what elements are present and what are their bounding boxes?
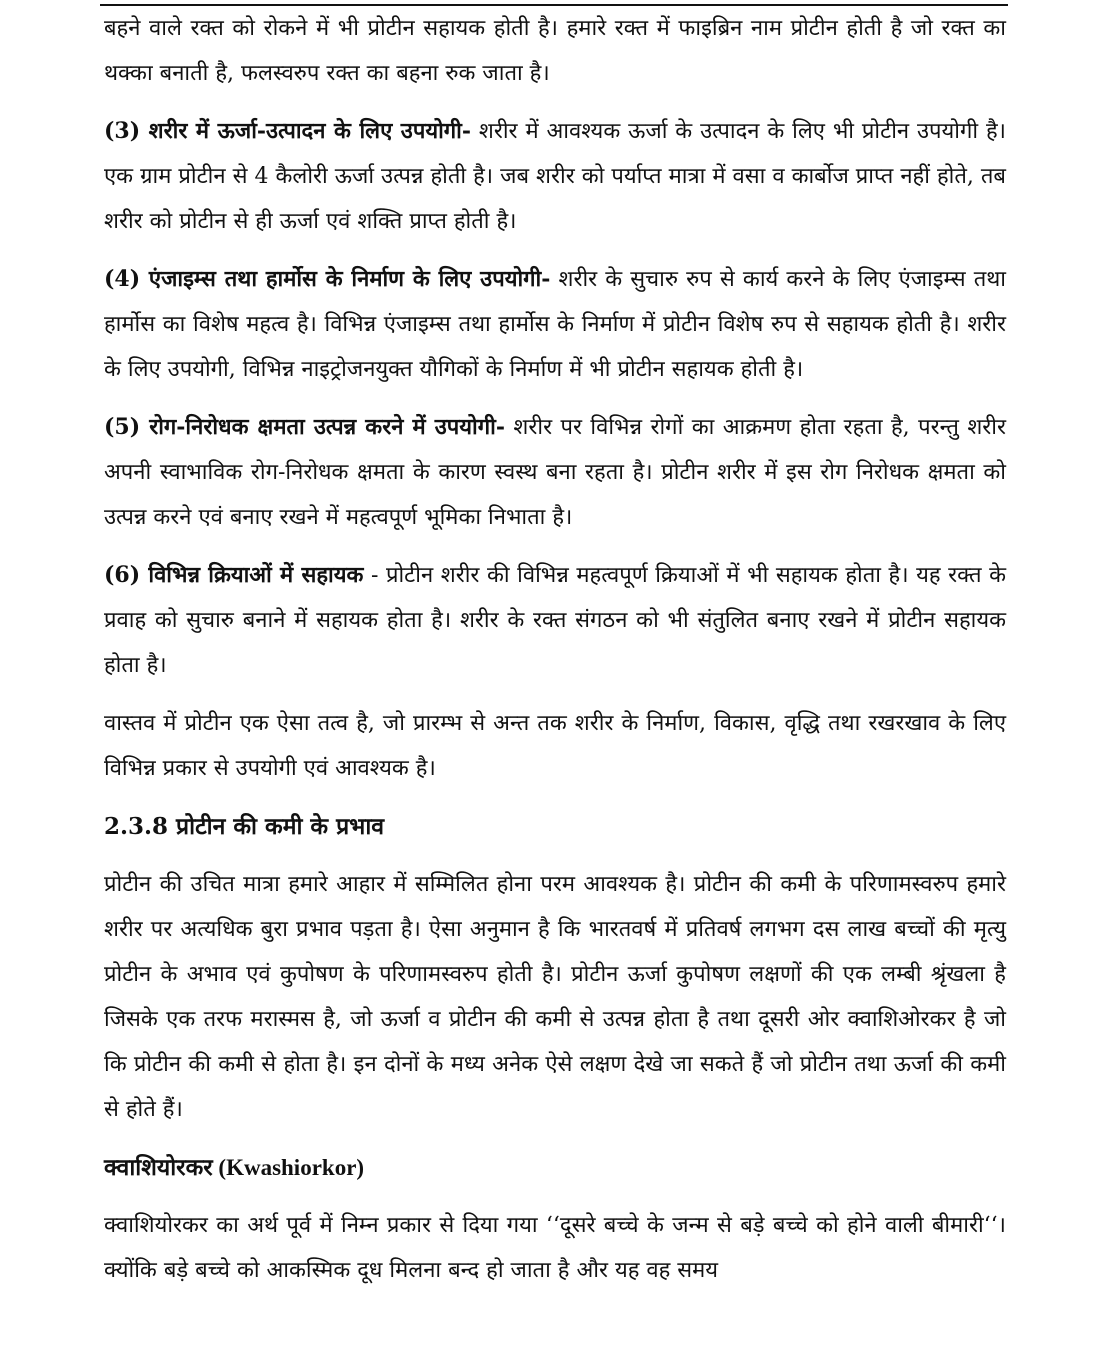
subsection-heading <box>104 1145 1006 1190</box>
paragraph-various-functions <box>104 553 1006 688</box>
paragraph-lead: (6) विभिन्न क्रियाओं में सहायक <box>104 562 364 588</box>
paragraph-protein-deficiency <box>104 862 1006 1132</box>
paragraph-enzymes-hormones <box>104 257 1006 392</box>
paragraph-text: शरीर के सुचारु रुप से कार्य करने के लिए एंजाइम्स तथा हार्मोस का विशेष महत्व है। विभिन्न एंजाइम्स तथा हार्मोस के निर्माण में प्रोटीन विशेष रुप से सहायक होती है। शरीर के लिए उपयोगी, विभिन्न नाइट्रोजनयुक्त यौगिकों के निर्माण में भी प्रोटीन सहायक होती है। <box>104 267 1007 382</box>
paragraph-text: शरीर में आवश्यक ऊर्जा के उत्पादन के लिए भी प्रोटीन उपयोगी है। एक ग्राम प्रोटीन से 4 कैलोरी ऊर्जा उत्पन्न होती है। जब शरीर को पर्याप्त मात्रा में वसा व कार्बोज प्राप्त नहीं होते, तब शरीर को प्रोटीन से ही ऊर्जा एवं शक्ति प्राप्त होती है। <box>104 119 1006 234</box>
paragraph-blood-clotting <box>104 6 1006 96</box>
paragraph-text: बहने वाले रक्त को रोकने में भी प्रोटीन सहायक होती है। हमारे रक्त में फाइब्रिन नाम प्रोटीन होती है जो रक्त का थक्का बनाती है, फलस्वरुप रक्त का बहना रुक जाता है। <box>104 16 1006 86</box>
paragraph-lead: (3) शरीर में ऊर्जा-उत्पादन के लिए उपयोगी- <box>104 118 472 144</box>
paragraph-text: क्वाशियोरकर का अर्थ पूर्व में निम्न प्रकार से दिया गया ‘‘दूसरे बच्चे के जन्म से बड़े बच्चे को होने वाली बीमारी‘‘। क्योंकि बड़े बच्चे को आकस्मिक दूध मिलना बन्द हो जाता है और यह वह समय <box>104 1213 1006 1283</box>
paragraph-text: वास्तव में प्रोटीन एक ऐसा तत्व है, जो प्रारम्भ से अन्त तक शरीर के निर्माण, विकास, वृद्धि तथा रखरखाव के लिए विभिन्न प्रकार से उपयोगी एवं आवश्यक है। <box>104 711 1006 781</box>
paragraph-immunity <box>104 405 1006 540</box>
document-page <box>104 6 1006 1306</box>
paragraph-text: - प्रोटीन शरीर की विभिन्न महत्वपूर्ण क्रियाओं में भी सहायक होता है। यह रक्त के प्रवाह को सुचारु बनाने में सहायक होता है। शरीर के रक्त संगठन को भी संतुलित बनाए रखने में प्रोटीन सहायक होता है। <box>104 563 1006 678</box>
subsection-heading-hindi: क्वाशियोरकर <box>104 1154 213 1181</box>
paragraph-summary <box>104 701 1006 791</box>
subsection-heading-english: (Kwashiorkor) <box>212 1155 365 1180</box>
paragraph-lead: (4) एंजाइम्स तथा हार्मोस के निर्माण के लिए उपयोगी- <box>104 266 551 292</box>
paragraph-lead: (5) रोग-निरोधक क्षमता उत्पन्न करने में उपयोगी- <box>104 414 505 440</box>
paragraph-kwashiorkor <box>104 1203 1006 1293</box>
paragraph-text: शरीर पर विभिन्न रोगों का आक्रमण होता रहता है, परन्तु शरीर अपनी स्वाभाविक रोग-निरोधक क्षमता के कारण स्वस्थ बना रहता है। प्रोटीन शरीर में इस रोग निरोधक क्षमता को उत्पन्न करने एवं बनाए रखने में महत्वपूर्ण भूमिका निभाता है। <box>104 415 1006 530</box>
section-heading: 2.3.8 प्रोटीन की कमी के प्रभाव <box>104 813 385 840</box>
paragraph-energy-production <box>104 109 1006 244</box>
paragraph-text: प्रोटीन की उचित मात्रा हमारे आहार में सम्मिलित होना परम आवश्यक है। प्रोटीन की कमी के परिणामस्वरुप हमारे शरीर पर अत्यधिक बुरा प्रभाव पड़ता है। ऐसा अनुमान है कि भारतवर्ष में प्रतिवर्ष लगभग दस लाख बच्चों की मृत्यु प्रोटीन के अभाव एवं कुपोषण के परिणामस्वरुप होती है। प्रोटीन ऊर्जा कुपोषण लक्षणों की एक लम्बी श्रृंखला है जिसके एक तरफ मरास्मस है, जो ऊर्जा व प्रोटीन की कमी से उत्पन्न होता है तथा दूसरी ओर क्वाशिओरकर है जो कि प्रोटीन की कमी से होता है। इन दोनों के मध्य अनेक ऐसे लक्षण देखे जा सकते हैं जो प्रोटीन तथा ऊर्जा की कमी से होते हैं। <box>104 872 1006 1122</box>
